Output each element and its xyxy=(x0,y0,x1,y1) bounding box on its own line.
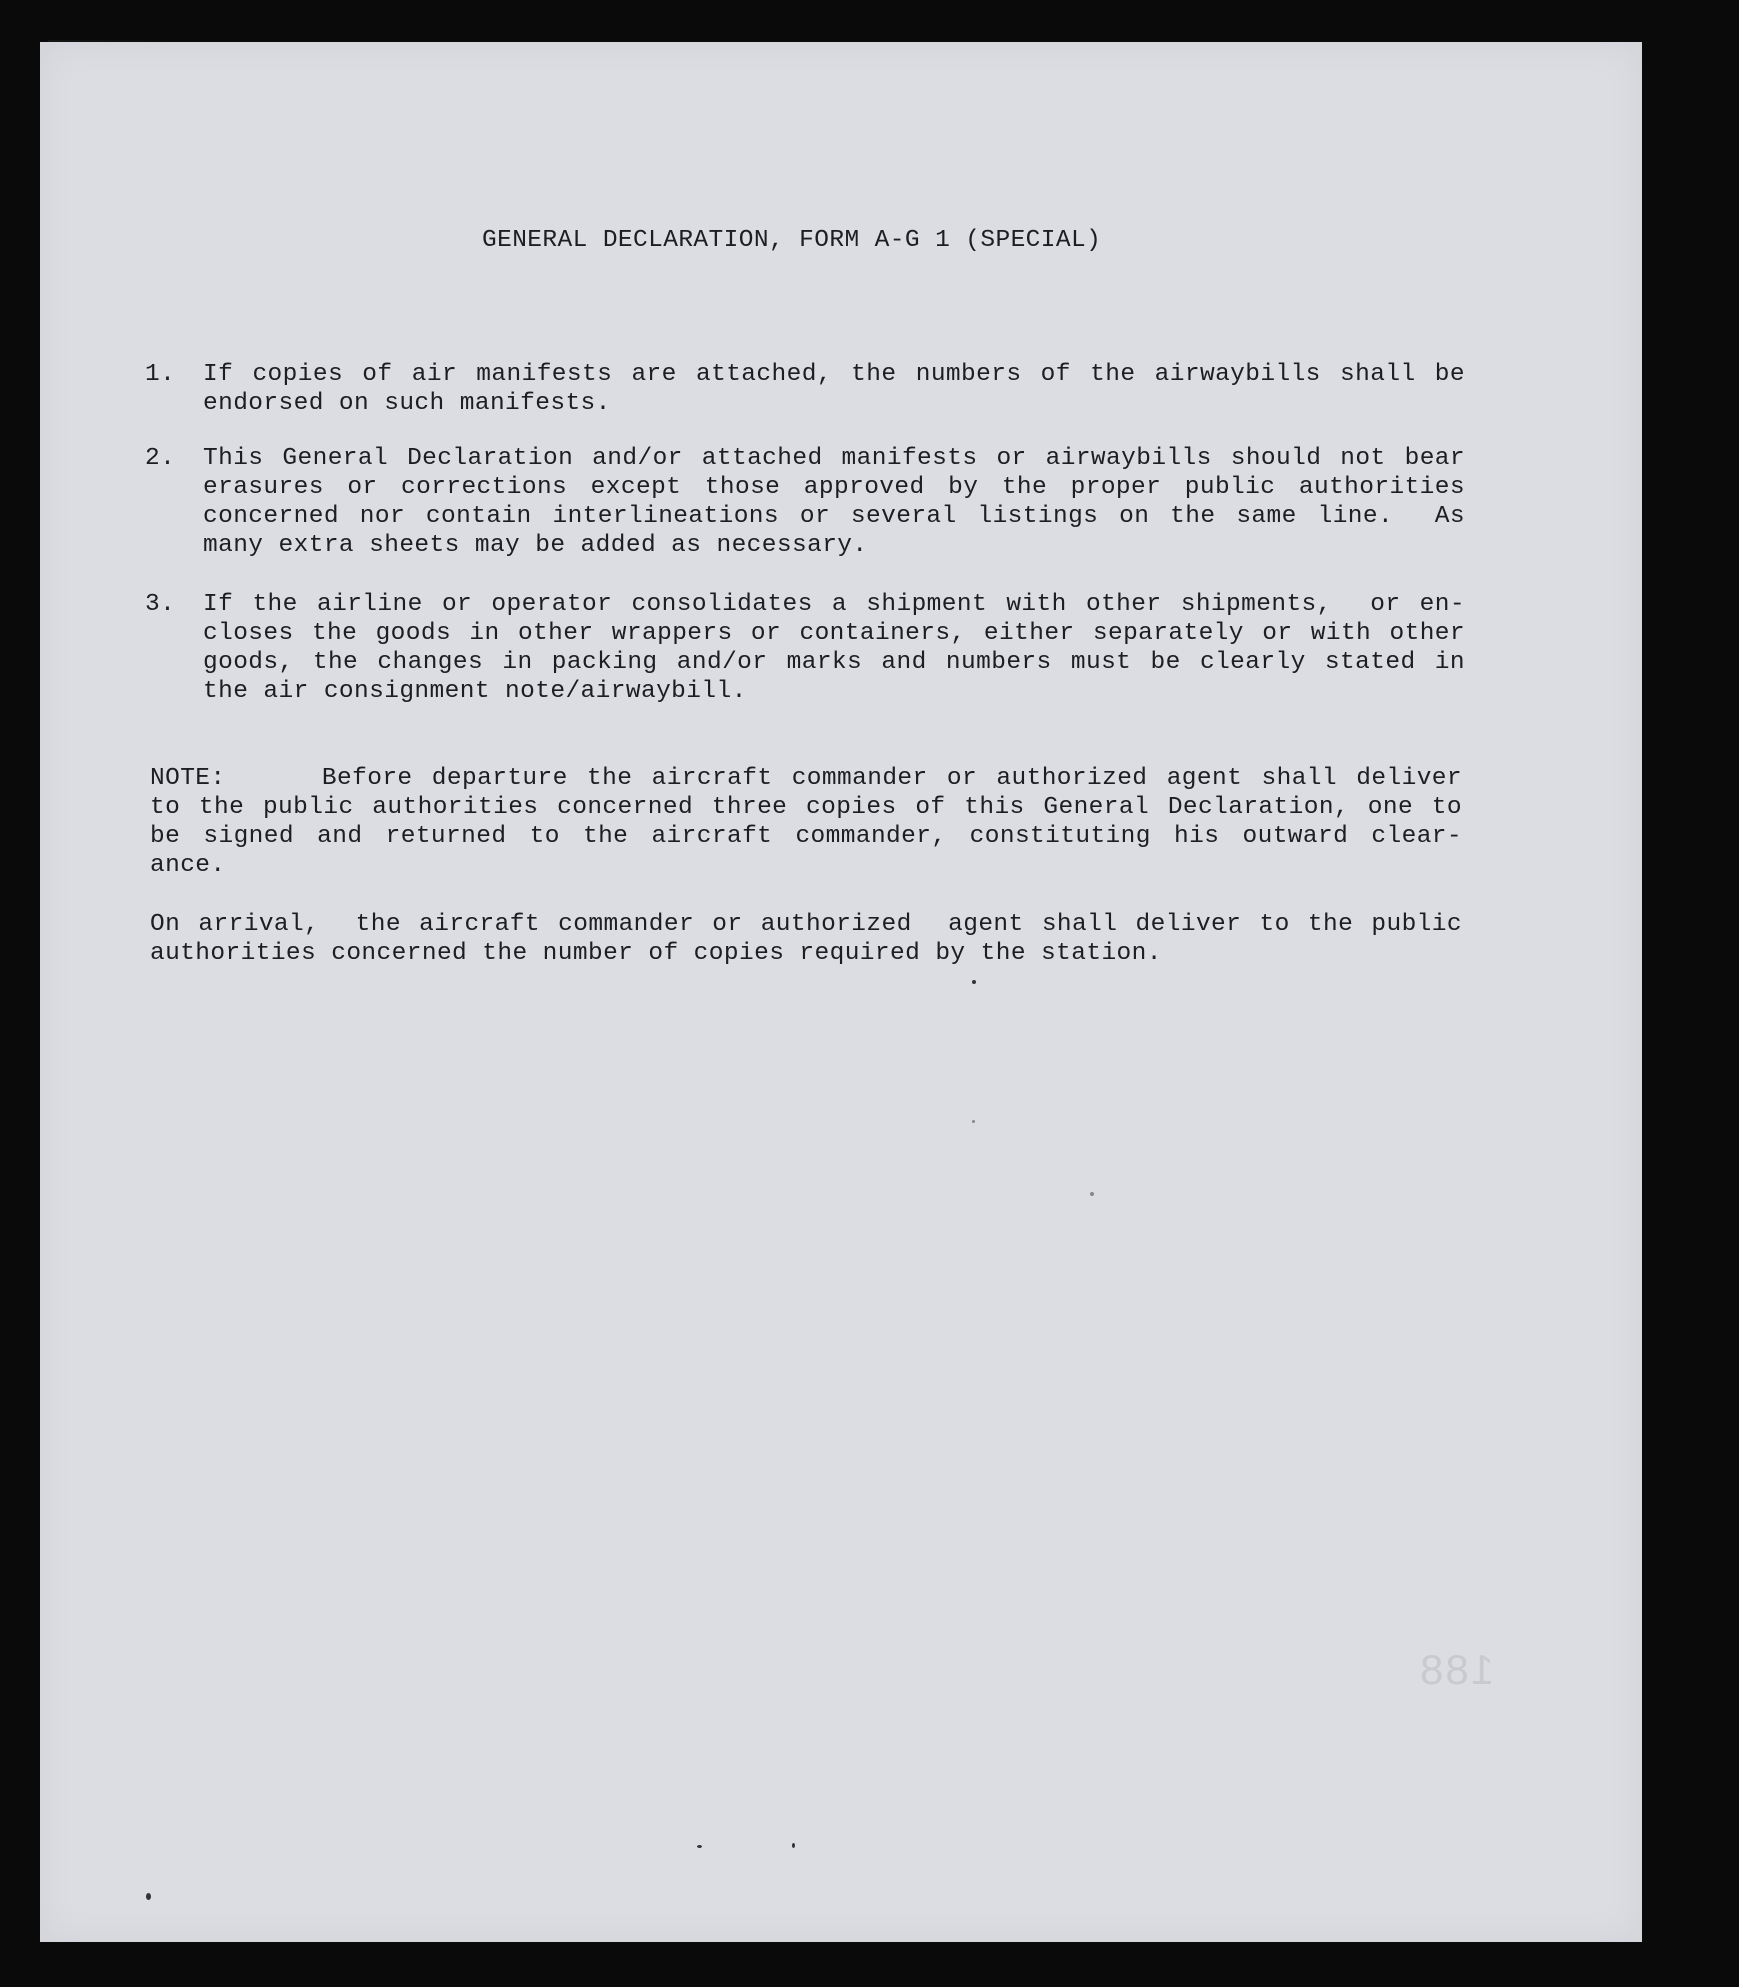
paper-sheet xyxy=(40,42,1642,1942)
document-title: GENERAL DECLARATION, FORM A-G 1 (SPECIAL) xyxy=(482,227,1102,254)
text-line: If copies of air manifests are attached, the numbers of the airwaybills shall be xyxy=(203,361,1465,388)
item-text xyxy=(203,360,1465,418)
text-line: endorsed on such manifests. xyxy=(203,390,611,417)
text-line: goods, the changes in packing and/or marks and numbers must be clearly stated in xyxy=(203,649,1465,676)
item-number: 3. xyxy=(145,591,176,618)
text-line: many extra sheets may be added as necessary. xyxy=(203,532,868,559)
scan-speck xyxy=(1090,1192,1094,1196)
text-line: to the public authorities concerned three copies of this General Declaration, one to xyxy=(150,794,1462,821)
text-line: authorities concerned the number of copies required by the station. xyxy=(150,940,1162,967)
item-number: 2. xyxy=(145,445,176,472)
item-text xyxy=(203,590,1465,706)
text-line: This General Declaration and/or attached manifests or airwaybills should not bear xyxy=(203,445,1465,472)
text-line: NOTE: Before departure the aircraft commander or authorized agent shall deliver xyxy=(150,765,1462,792)
scan-speck xyxy=(792,1843,795,1848)
note-paragraph xyxy=(150,764,1462,880)
scan-speck xyxy=(972,1120,975,1123)
text-line: be signed and returned to the aircraft commander, constituting his outward clear- xyxy=(150,823,1462,850)
page-number: 188 xyxy=(1418,1646,1495,1693)
item-text xyxy=(203,444,1465,560)
text-line: the air consignment note/airwaybill. xyxy=(203,678,747,705)
text-line: If the airline or operator consolidates a shipment with other shipments, or en- xyxy=(203,591,1465,618)
arrival-paragraph xyxy=(150,910,1462,968)
scan-speck xyxy=(697,1845,702,1848)
text-line: concerned nor contain interlineations or several listings on the same line. As xyxy=(203,503,1465,530)
text-line: erasures or corrections except those approved by the proper public authorities xyxy=(203,474,1465,501)
scan-speck xyxy=(146,1893,151,1900)
text-line: closes the goods in other wrappers or containers, either separately or with other xyxy=(203,620,1465,647)
text-line: On arrival, the aircraft commander or authorized agent shall deliver to the public xyxy=(150,911,1462,938)
item-number: 1. xyxy=(145,361,176,388)
scan-speck xyxy=(972,980,976,984)
text-line: ance. xyxy=(150,852,226,879)
